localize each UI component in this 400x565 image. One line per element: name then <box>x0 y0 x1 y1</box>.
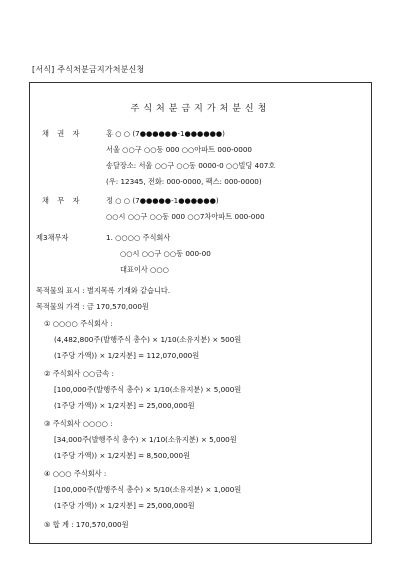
document-title: 주식처분금지가처분신청 <box>130 104 271 114</box>
object-description: 목적물의 표시 : 별지목록 기재와 같습니다. <box>36 286 171 295</box>
third-debtor-company: 1. ○○○○ 주식회사 <box>106 233 171 242</box>
debtor-name: 정 ○ ○ (7●●●●●-1●●●●●●) <box>106 196 219 205</box>
creditor-name: 홍 ○ ○ (7●●●●●●-1●●●●●●) <box>106 129 225 138</box>
item-4-calc-line-1: [100,000주(발행주식 총수) × 5/10(소유지분) × 1,000원 <box>54 485 242 494</box>
item-1-head: ① ○○○○ 주식회사 : <box>44 319 113 328</box>
item-1-calc-line-1: (4,482,800주(발행주식 총수) × 1/10(소유지분) × 500원 <box>54 335 242 344</box>
debtor-label: 채 무 자 <box>42 196 83 205</box>
total-line: ⑤ 합 계 : 170,570,000원 <box>44 520 129 529</box>
item-2-head: ② 주식회사 ○○금속 : <box>44 369 114 378</box>
debtor-address: ○○시 ○○구 ○○동 000 ○○7차아파트 000-000 <box>106 212 265 221</box>
third-debtor-rep: 대표이사 ○○○ <box>120 265 169 274</box>
object-value: 목적물의 가격 : 금 170,570,000원 <box>36 302 149 311</box>
item-2-calc-line-1: [100,000주(발행주식 총수) × 1/10(소유지분) × 5,000원 <box>54 385 242 394</box>
item-4-head: ④ ○○○ 주식회사 : <box>44 469 107 478</box>
item-3-head: ③ 주식회사 ○○○○ : <box>44 419 113 428</box>
item-4-calc-line-2: (1주당 가액)) × 1/2지분] = 25,000,000원 <box>54 501 195 510</box>
third-debtor-address: ○○시 ○○구 ○○동 000-00 <box>120 249 211 258</box>
item-1-calc-line-2: (1주당 가액)) × 1/2지분] = 112,070,000원 <box>54 351 200 360</box>
item-2-calc-line-2: (1주당 가액)) × 1/2지분] = 25,000,000원 <box>54 401 195 410</box>
item-3-calc-line-2: (1주당 가액)) × 1/2지분] = 8,500,000원 <box>54 451 191 460</box>
creditor-label: 채 권 자 <box>42 129 83 138</box>
form-caption: [서식] 주식처분금지가처분신청 <box>32 65 145 74</box>
creditor-delivery: 송달장소: 서울 ○○구 ○○동 0000-0 ○○빌딩 407호 <box>106 161 276 170</box>
third-debtor-label: 제3채무자 <box>36 233 69 242</box>
document-frame <box>29 82 372 544</box>
creditor-contact: (우: 12345, 전화: 000-0000, 팩스: 000-0000) <box>106 177 262 186</box>
item-3-calc-line-1: [34,000주(발행주식 총수) × 1/10(소유지분) × 5,000원 <box>54 435 237 444</box>
creditor-address: 서울 ○○구 ○○동 000 ○○아파트 000-0000 <box>106 145 252 154</box>
